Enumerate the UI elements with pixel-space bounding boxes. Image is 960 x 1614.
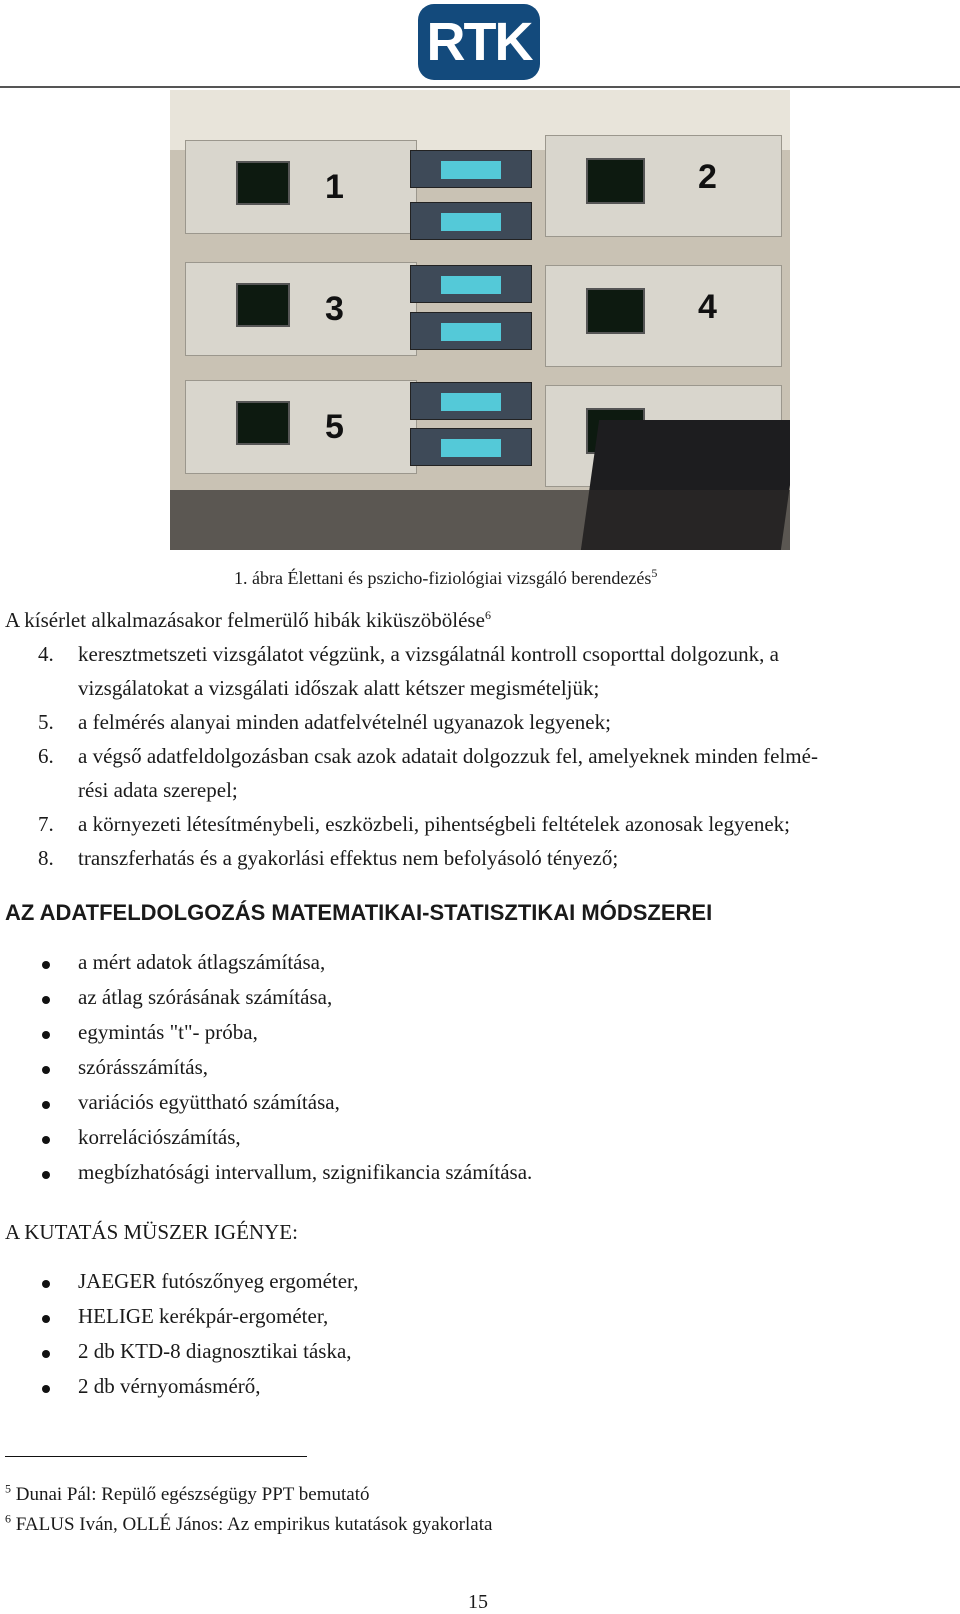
- list-item: egymintás "t"- próba,: [78, 1020, 258, 1044]
- list-item-text: a felmérés alanyai minden adatfelvételnél ugyanazok legyenek;: [78, 710, 611, 734]
- list-item: HELIGE kerékpár-ergométer,: [78, 1304, 329, 1328]
- list-item-text: transzferhatás és a gyakorlási effektus nem befolyásoló tényező;: [78, 846, 619, 870]
- footnote-text: Dunai Pál: Repülő egészségügy PPT bemutató: [15, 1484, 370, 1505]
- bullet-icon: [42, 1101, 50, 1109]
- bullet-icon: [42, 996, 50, 1004]
- footnote: [5, 1481, 370, 1506]
- footnote-number: 5: [5, 1481, 11, 1496]
- section-heading: A KUTATÁS MÜSZER IGÉNYE:: [5, 1220, 298, 1244]
- list-item: JAEGER futószőnyeg ergométer,: [78, 1269, 359, 1293]
- list-item: megbízhatósági intervallum, szignifikancia számítása.: [78, 1160, 533, 1184]
- footnote-ref: 5: [651, 566, 658, 580]
- list-item: 2 db KTD-8 diagnosztikai táska,: [78, 1339, 352, 1363]
- bullet-icon: [42, 1350, 50, 1358]
- header-divider: [0, 86, 960, 88]
- footnote: [5, 1511, 493, 1536]
- list-number: 5.: [38, 710, 54, 734]
- list-item: szórásszámítás,: [78, 1055, 209, 1079]
- footnote-number: 6: [5, 1511, 11, 1526]
- bullet-icon: [42, 1385, 50, 1393]
- unit-number: 4: [698, 288, 717, 326]
- rtk-logo: [418, 4, 540, 80]
- list-item-text: keresztmetszeti vizsgálatot végzünk, a vizsgálatnál kontroll csoporttal dolgozunk, a: [78, 642, 779, 666]
- footnote-text: FALUS Iván, OLLÉ János: Az empirikus kutatások gyakorlata: [15, 1514, 493, 1535]
- unit-number: 2: [698, 158, 717, 196]
- bullet-icon: [42, 961, 50, 969]
- unit-number: 1: [325, 168, 344, 206]
- unit-number: 5: [325, 408, 344, 446]
- unit-number: 3: [325, 290, 344, 328]
- figure-caption: [234, 568, 657, 590]
- list-item-text: vizsgálatokat a vizsgálati időszak alatt kétszer megismételjük;: [78, 676, 600, 700]
- bullet-icon: [42, 1136, 50, 1144]
- list-number: 6.: [38, 744, 54, 768]
- list-item: 2 db vérnyomásmérő,: [78, 1374, 261, 1398]
- bullet-icon: [42, 1315, 50, 1323]
- section-heading: AZ ADATFELDOLGOZÁS MATEMATIKAI-STATISZTIKAI MÓDSZEREI: [5, 900, 713, 925]
- list-item-text: rési adata szerepel;: [78, 778, 238, 802]
- bullet-icon: [42, 1031, 50, 1039]
- footnote-ref: 6: [484, 608, 491, 622]
- bullet-icon: [42, 1280, 50, 1288]
- bullet-icon: [42, 1066, 50, 1074]
- list-number: 8.: [38, 846, 54, 870]
- page-number: 15: [468, 1591, 488, 1613]
- section-title: [5, 608, 491, 633]
- bullet-icon: [42, 1171, 50, 1179]
- list-number: 4.: [38, 642, 54, 666]
- caption-text: 1. ábra Élettani és pszicho-fiziológiai vizsgáló berendezés: [234, 568, 652, 588]
- list-item: variációs együttható számítása,: [78, 1090, 340, 1114]
- list-item: korrelációszámítás,: [78, 1125, 241, 1149]
- list-item-text: a környezeti létesítménybeli, eszközbeli, pihentségbeli feltételek azonosak legyenek;: [78, 812, 790, 836]
- equipment-photo: [170, 90, 790, 550]
- list-item-text: a végső adatfeldolgozásban csak azok adatait dolgozzuk fel, amelyeknek minden felmé-: [78, 744, 818, 768]
- list-item: a mért adatok átlagszámítása,: [78, 950, 326, 974]
- section-title-text: A kísérlet alkalmazásakor felmerülő hibák kiküszöbölése: [5, 608, 485, 632]
- list-item: az átlag szórásának számítása,: [78, 985, 333, 1009]
- list-number: 7.: [38, 812, 54, 836]
- footnote-divider: [5, 1456, 307, 1457]
- logo-text: RTK: [426, 12, 532, 72]
